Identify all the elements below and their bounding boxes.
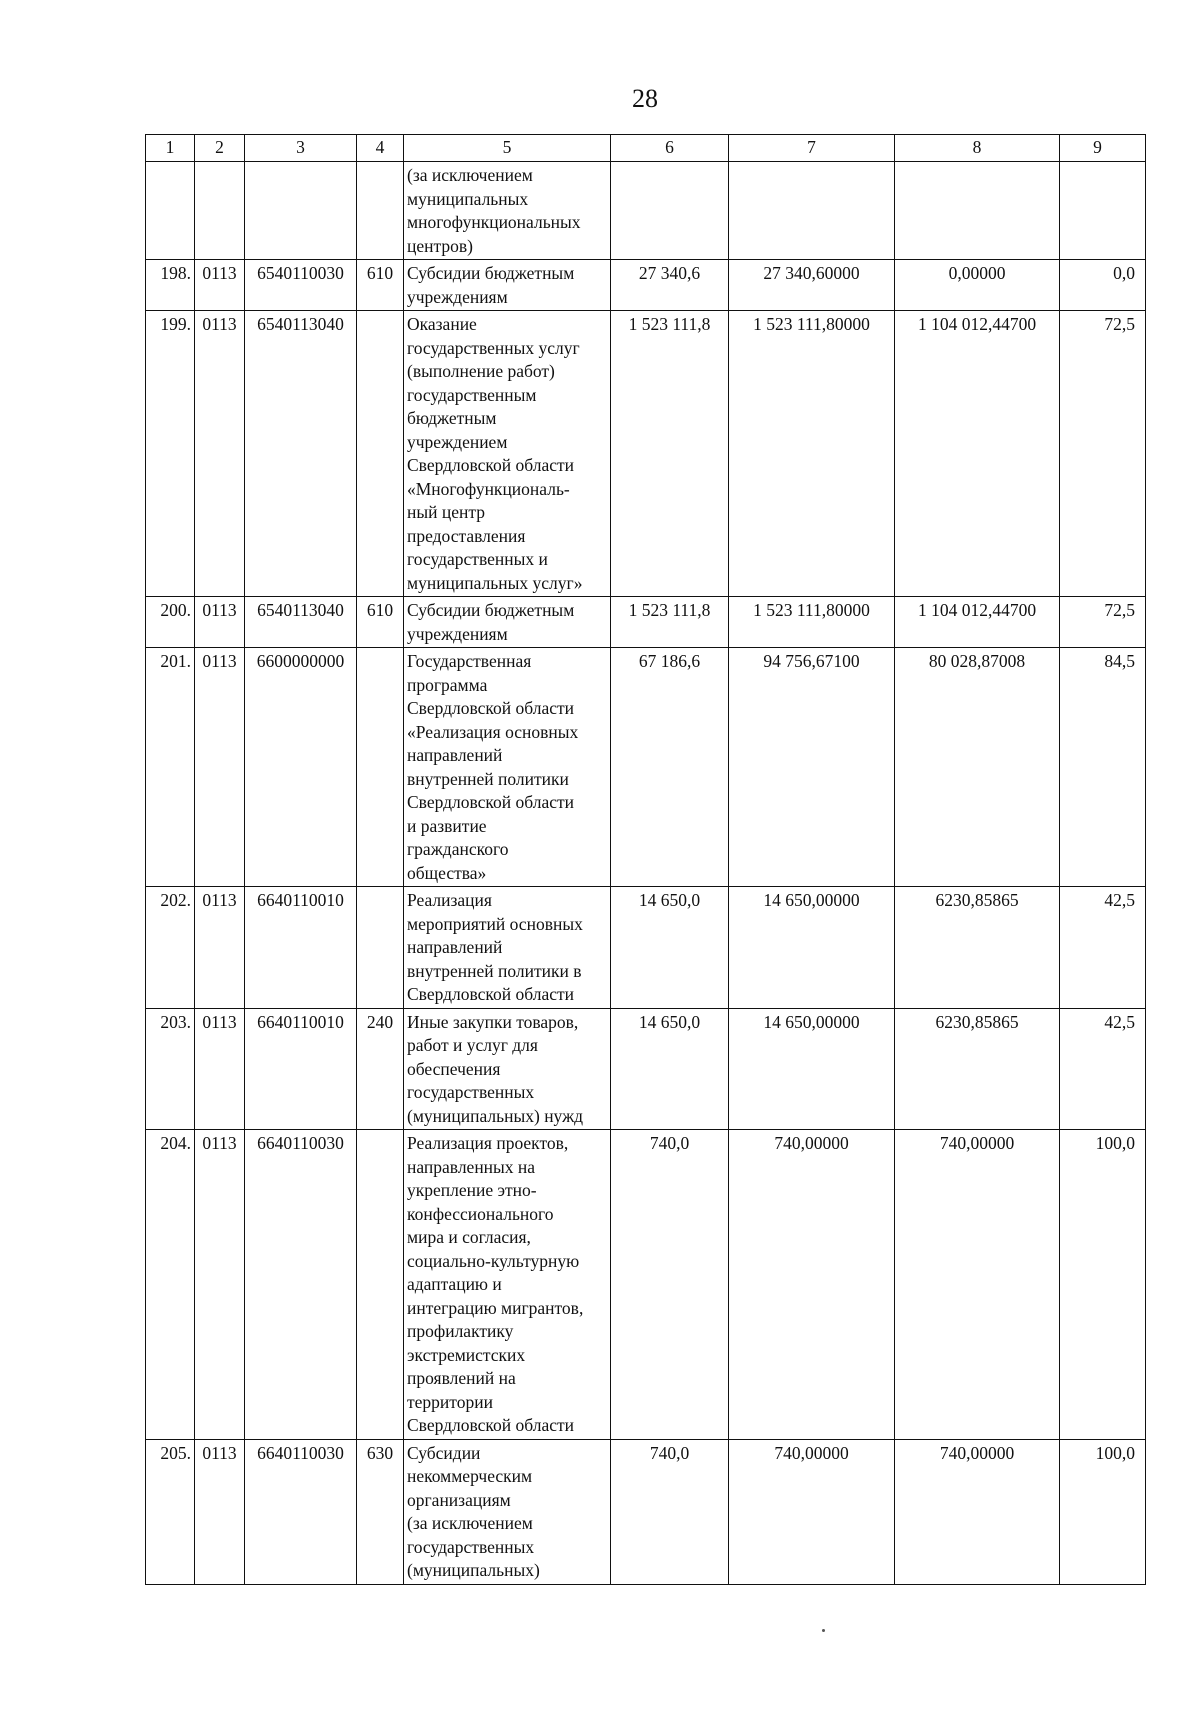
target-code: 6640110030 bbox=[245, 1130, 357, 1440]
executed-amount: 6230,85865 bbox=[895, 1008, 1060, 1130]
plan-amount: 740,0 bbox=[611, 1130, 729, 1440]
plan-amount: 14 650,0 bbox=[611, 1008, 729, 1130]
target-code: 6640110030 bbox=[245, 1439, 357, 1584]
section-code: 0113 bbox=[195, 1008, 245, 1130]
section-code: 0113 bbox=[195, 887, 245, 1009]
expense-type-code bbox=[357, 311, 404, 597]
column-header-3: 3 bbox=[245, 135, 357, 162]
plan-amount: 740,0 bbox=[611, 1439, 729, 1584]
approved-amount: 27 340,60000 bbox=[729, 260, 895, 311]
row-number: 200. bbox=[146, 597, 195, 648]
expense-type-code bbox=[357, 1130, 404, 1440]
target-code: 6640110010 bbox=[245, 887, 357, 1009]
column-header-9: 9 bbox=[1060, 135, 1146, 162]
plan-amount: 67 186,6 bbox=[611, 648, 729, 887]
column-header-1: 1 bbox=[146, 135, 195, 162]
scan-speck bbox=[822, 1629, 825, 1632]
target-code: 6540110030 bbox=[245, 260, 357, 311]
table-row bbox=[146, 648, 1146, 887]
section-code: 0113 bbox=[195, 648, 245, 887]
target-code bbox=[245, 162, 357, 260]
section-code: 0113 bbox=[195, 1439, 245, 1584]
executed-amount bbox=[895, 162, 1060, 260]
expense-type-code: 610 bbox=[357, 597, 404, 648]
table-row bbox=[146, 1130, 1146, 1440]
expense-type-code: 610 bbox=[357, 260, 404, 311]
row-number: 203. bbox=[146, 1008, 195, 1130]
item-name: Оказание государственных услуг (выполнение работ) государственным бюджетным учреждением Свердловской области «Многофункциональ- ный центр предоставления государственных и муниципальных услуг» bbox=[404, 311, 611, 597]
plan-amount bbox=[611, 162, 729, 260]
section-code: 0113 bbox=[195, 260, 245, 311]
plan-amount: 1 523 111,8 bbox=[611, 597, 729, 648]
column-header-4: 4 bbox=[357, 135, 404, 162]
item-name: Субсидии бюджетным учреждениям bbox=[404, 260, 611, 311]
page-number: 28 bbox=[632, 84, 658, 113]
approved-amount: 1 523 111,80000 bbox=[729, 311, 895, 597]
row-number: 198. bbox=[146, 260, 195, 311]
approved-amount: 740,00000 bbox=[729, 1439, 895, 1584]
execution-percent: 72,5 bbox=[1060, 597, 1146, 648]
row-number: 205. bbox=[146, 1439, 195, 1584]
executed-amount: 740,00000 bbox=[895, 1130, 1060, 1440]
executed-amount: 1 104 012,44700 bbox=[895, 311, 1060, 597]
executed-amount: 6230,85865 bbox=[895, 887, 1060, 1009]
approved-amount: 14 650,00000 bbox=[729, 887, 895, 1009]
execution-percent: 100,0 bbox=[1060, 1130, 1146, 1440]
table-row bbox=[146, 311, 1146, 597]
execution-percent: 0,0 bbox=[1060, 260, 1146, 311]
executed-amount: 80 028,87008 bbox=[895, 648, 1060, 887]
expense-type-code: 630 bbox=[357, 1439, 404, 1584]
target-code: 6540113040 bbox=[245, 597, 357, 648]
table-row bbox=[146, 597, 1146, 648]
executed-amount: 740,00000 bbox=[895, 1439, 1060, 1584]
table-row bbox=[146, 260, 1146, 311]
approved-amount: 1 523 111,80000 bbox=[729, 597, 895, 648]
item-name: Реализация проектов, направленных на укрепление этно- конфессионального мира и согласия, социально-культурную адаптацию и интеграцию мигрантов, профилактику экстремистских проявлений на территории Свердловской области bbox=[404, 1130, 611, 1440]
table-row bbox=[146, 1008, 1146, 1130]
row-number: 204. bbox=[146, 1130, 195, 1440]
row-number: 199. bbox=[146, 311, 195, 597]
section-code: 0113 bbox=[195, 1130, 245, 1440]
table-header-row bbox=[146, 135, 1146, 162]
row-number bbox=[146, 162, 195, 260]
table-row bbox=[146, 162, 1146, 260]
execution-percent: 42,5 bbox=[1060, 1008, 1146, 1130]
approved-amount: 740,00000 bbox=[729, 1130, 895, 1440]
plan-amount: 27 340,6 bbox=[611, 260, 729, 311]
column-header-2: 2 bbox=[195, 135, 245, 162]
execution-percent: 84,5 bbox=[1060, 648, 1146, 887]
target-code: 6540113040 bbox=[245, 311, 357, 597]
item-name: Реализация мероприятий основных направлений внутренней политики в Свердловской области bbox=[404, 887, 611, 1009]
section-code bbox=[195, 162, 245, 260]
expense-type-code bbox=[357, 887, 404, 1009]
executed-amount: 1 104 012,44700 bbox=[895, 597, 1060, 648]
expense-type-code bbox=[357, 162, 404, 260]
approved-amount bbox=[729, 162, 895, 260]
column-header-7: 7 bbox=[729, 135, 895, 162]
item-name: Государственная программа Свердловской области «Реализация основных направлений внутренней политики Свердловской области и развитие гражданского общества» bbox=[404, 648, 611, 887]
target-code: 6640110010 bbox=[245, 1008, 357, 1130]
column-header-6: 6 bbox=[611, 135, 729, 162]
approved-amount: 94 756,67100 bbox=[729, 648, 895, 887]
execution-percent bbox=[1060, 162, 1146, 260]
expense-type-code bbox=[357, 648, 404, 887]
item-name: (за исключением муниципальных многофункциональных центров) bbox=[404, 162, 611, 260]
execution-percent: 42,5 bbox=[1060, 887, 1146, 1009]
column-header-8: 8 bbox=[895, 135, 1060, 162]
approved-amount: 14 650,00000 bbox=[729, 1008, 895, 1130]
item-name: Субсидии бюджетным учреждениям bbox=[404, 597, 611, 648]
row-number: 202. bbox=[146, 887, 195, 1009]
table-row bbox=[146, 1439, 1146, 1584]
plan-amount: 1 523 111,8 bbox=[611, 311, 729, 597]
executed-amount: 0,00000 bbox=[895, 260, 1060, 311]
plan-amount: 14 650,0 bbox=[611, 887, 729, 1009]
column-header-5: 5 bbox=[404, 135, 611, 162]
budget-table bbox=[145, 134, 1146, 1585]
expense-type-code: 240 bbox=[357, 1008, 404, 1130]
execution-percent: 72,5 bbox=[1060, 311, 1146, 597]
item-name: Субсидии некоммерческим организациям (за исключением государственных (муниципальных) bbox=[404, 1439, 611, 1584]
section-code: 0113 bbox=[195, 311, 245, 597]
item-name: Иные закупки товаров, работ и услуг для обеспечения государственных (муниципальных) нужд bbox=[404, 1008, 611, 1130]
section-code: 0113 bbox=[195, 597, 245, 648]
table-row bbox=[146, 887, 1146, 1009]
execution-percent: 100,0 bbox=[1060, 1439, 1146, 1584]
target-code: 6600000000 bbox=[245, 648, 357, 887]
row-number: 201. bbox=[146, 648, 195, 887]
